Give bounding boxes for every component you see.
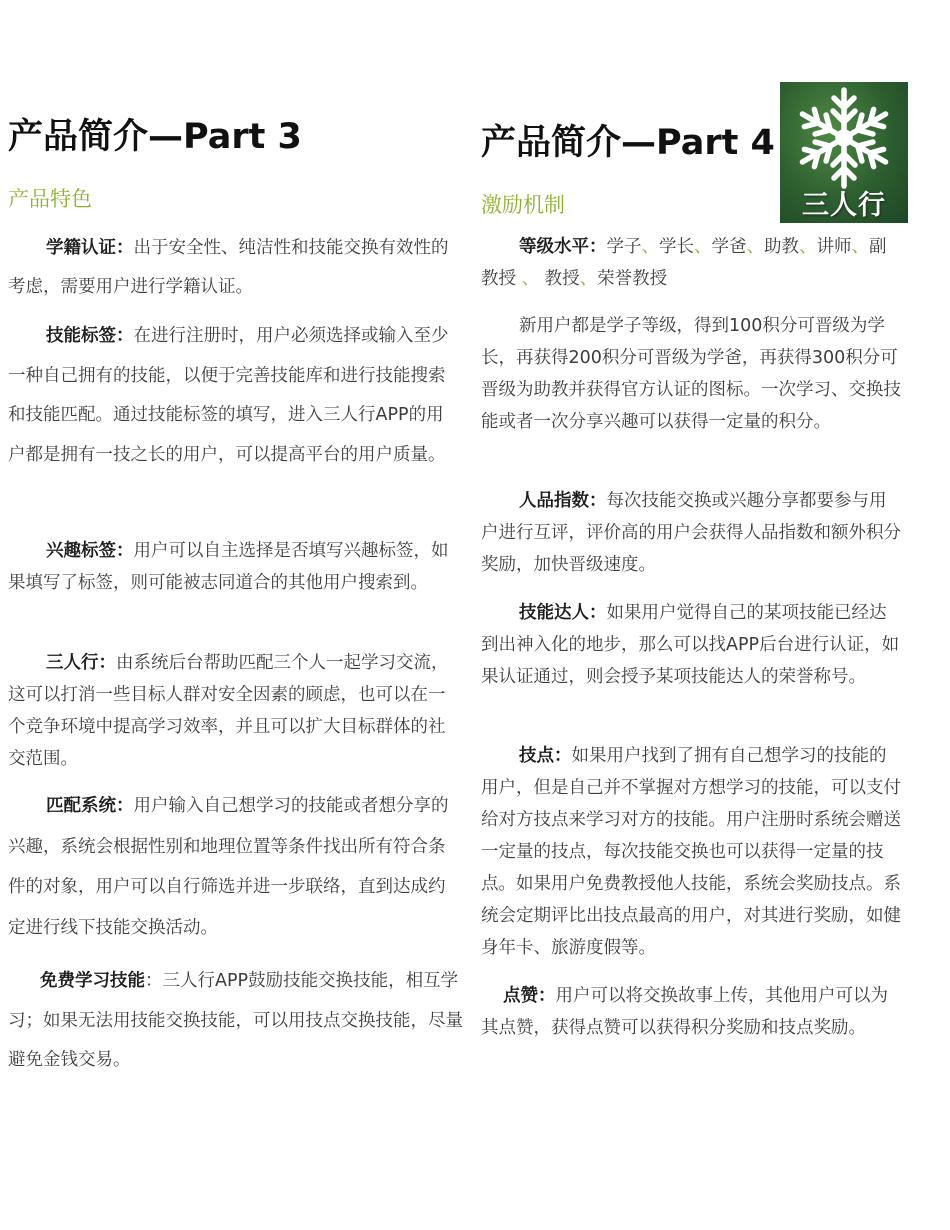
paragraph-label: 等级水平： bbox=[519, 237, 607, 257]
paragraph-text: 新用户都是学子等级，得到100积分可晋级为学长，再获得200积分可晋级为学爸，再获得300积分可晋级为助教并获得官方认证的图标。一次学习、交换技能或者一次分享兴趣可以获得一定量的积分。 bbox=[481, 316, 901, 432]
paragraph-level-upgrade bbox=[481, 310, 903, 438]
app-logo bbox=[780, 82, 908, 223]
paragraph-likes bbox=[481, 980, 903, 1044]
paragraph-free-learning bbox=[8, 962, 470, 1081]
section-title: 产品特色 bbox=[8, 187, 92, 211]
level-item: 学爸 bbox=[711, 237, 747, 257]
paragraph-text: ：三人行APP鼓励技能交换技能，相互学习；如果无法用技能交换技能，可以用技点交换技能，尽量避免金钱交易。 bbox=[8, 971, 463, 1070]
level-item: 学长 bbox=[659, 237, 694, 257]
paragraph-text: 在进行注册时，用户必须选择或输入至少一种自己拥有的技能，以便于完善技能库和进行技能搜索和技能匹配。通过技能标签的填写，进入三人行APP的用户都是拥有一技之长的用户，可以提高平台的用户质量。 bbox=[8, 326, 449, 465]
paragraph-text: 用户可以将交换故事上传，其他用户可以为其点赞，获得点赞可以获得积分奖励和技点奖励。 bbox=[481, 986, 888, 1038]
paragraph-text: 每次技能交换或兴趣分享都要参与用户进行互评，评价高的用户会获得人品指数和额外积分奖励，加快晋级速度。 bbox=[481, 491, 901, 575]
paragraph-label: 技能达人： bbox=[519, 603, 607, 623]
paragraph-text: 由系统后台帮助匹配三个人一起学习交流，这可以打消一些目标人群对安全因素的顾虑，也可以在一个竞争环境中提高学习效率，并且可以扩大目标群体的社交范围。 bbox=[8, 653, 449, 769]
paragraph-text: 用户可以自主选择是否填写兴趣标签，如果填写了标签，则可能被志同道合的其他用户搜索到。 bbox=[8, 541, 449, 593]
level-item: 教授 bbox=[539, 269, 580, 289]
paragraph-label: 三人行： bbox=[46, 653, 116, 673]
paragraph-label: 点赞： bbox=[503, 986, 556, 1006]
level-item: 荣誉教授 bbox=[597, 269, 668, 289]
level-item: 副教授 bbox=[481, 237, 887, 289]
paragraph-skill-tags bbox=[8, 317, 460, 475]
paragraph-matching-system bbox=[8, 786, 460, 948]
paragraph-label: 免费学习技能 bbox=[40, 971, 145, 991]
paragraph-interest-tags bbox=[8, 535, 460, 599]
paragraph-three-people bbox=[8, 647, 460, 775]
paragraph-label: 技点： bbox=[519, 746, 572, 766]
paragraph-skill-points bbox=[481, 740, 903, 964]
paragraph-character-index bbox=[481, 485, 903, 581]
paragraph-text: 如果用户找到了拥有自己想学习的技能的用户，但是自己并不掌握对方想学习的技能，可以支付给对方技点来学习对方的技能。用户注册时系统会赠送一定量的技点，每次技能交换也可以获得一定量的技点。如果用户免费教授他人技能，系统会奖励技点。系统会定期评比出技点最高的用户，对其进行奖励，如健身年卡、旅游度假等。 bbox=[481, 746, 901, 958]
paragraph-student-verification bbox=[8, 229, 460, 307]
paragraph-text: 用户输入自己想学习的技能或者想分享的兴趣，系统会根据性别和地理位置等条件找出所有符合条件的对象，用户可以自行筛选并进一步联络，直到达成约定进行线下技能交换活动。 bbox=[8, 796, 449, 938]
paragraph-label: 兴趣标签： bbox=[46, 541, 134, 561]
paragraph-text: 出于安全性、纯洁性和技能交换有效性的考虑，需要用户进行学籍认证。 bbox=[8, 238, 449, 297]
page-title: 产品简介—Part 4 bbox=[481, 123, 775, 163]
paragraph-label: 人品指数： bbox=[519, 491, 607, 511]
paragraph-label: 匹配系统： bbox=[46, 796, 134, 816]
paragraph-label: 技能标签： bbox=[46, 326, 134, 346]
level-item: 助教 bbox=[764, 237, 799, 257]
level-item: 学子 bbox=[606, 237, 642, 257]
paragraph-levels: 等级水平：学子、学长、学爸、助教、讲师、副教授 、 教授、荣誉教授 bbox=[481, 237, 887, 289]
level-item: 讲师 bbox=[816, 237, 852, 257]
paragraph-text: 如果用户觉得自己的某项技能已经达到出神入化的地步，那么可以找APP后台进行认证，如果认证通过，则会授予某项技能达人的荣誉称号。 bbox=[481, 603, 900, 687]
section-title: 激励机制 bbox=[481, 193, 565, 217]
paragraph-label: 学籍认证： bbox=[46, 238, 134, 258]
paragraph-skill-master bbox=[481, 597, 903, 693]
page-title: 产品简介—Part 3 bbox=[8, 117, 302, 157]
logo-text: 三人行 bbox=[802, 190, 886, 221]
